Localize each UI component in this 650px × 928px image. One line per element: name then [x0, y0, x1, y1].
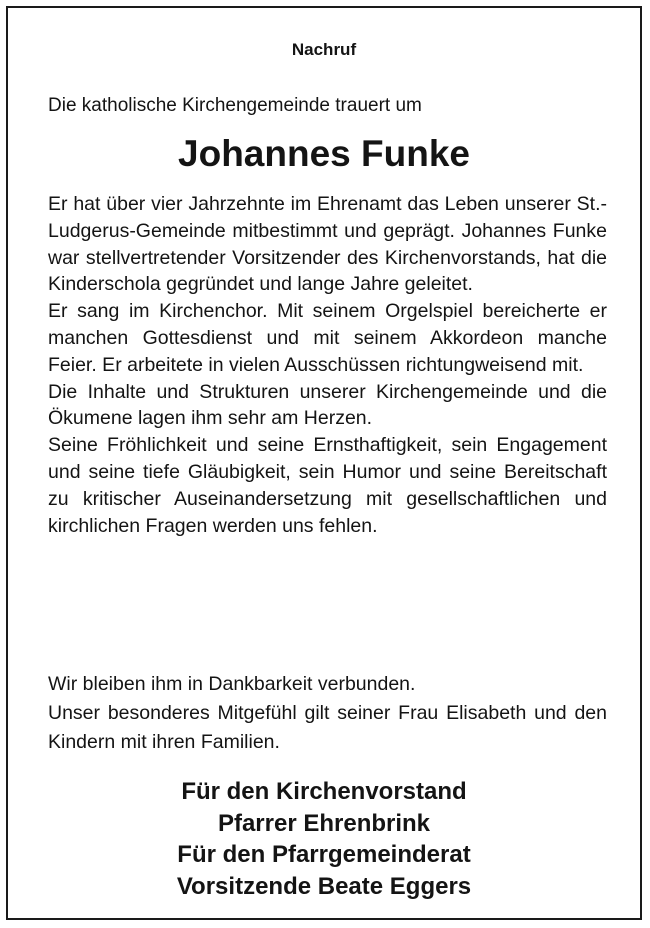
body-paragraph: Er sang im Kirchenchor. Mit seinem Orgelspiel bereicherte er manchen Gottesdienst und mit seinem Akkordeon manche Feier. Er arbeitete in vielen Ausschüssen richtungweisend mit.: [48, 300, 607, 376]
body-paragraph: Er hat über vier Jahrzehnte im Ehrenamt das Leben unserer St.-Ludgerus-Gemeinde mitbestimmt und geprägt. Johannes Funke war stellvertretender Vorsitzender des Kirchenvorstands, hat die Kinderschola gegründet und lange Jahre geleitet.: [48, 193, 607, 296]
obituary-notice: [6, 6, 642, 920]
closing-paragraph: Unser besonderes Mitgefühl gilt seiner Frau Elisabeth und den Kindern mit ihren Familien.: [48, 702, 607, 753]
closing-section: [48, 670, 607, 757]
signature-line: Für den Pfarrgemeinderat: [177, 841, 471, 868]
signature-block: [8, 776, 640, 902]
notice-heading: Nachruf: [291, 40, 357, 59]
body-paragraph: Die Inhalte und Strukturen unserer Kirchengemeinde und die Ökumene lagen ihm sehr am Herzen.: [48, 380, 607, 430]
signature-line: Vorsitzende Beate Eggers: [176, 872, 472, 900]
closing-line: Wir bleiben ihm in Dankbarkeit verbunden.: [48, 673, 416, 695]
intro-line: Die katholische Kirchengemeinde trauert um: [48, 95, 422, 116]
body-paragraph: Seine Fröhlichkeit und seine Ernsthaftigkeit, sein Engagement und seine tiefe Gläubigkeit, sein Humor und seine Bereitschaft zu kritischer Auseinandersetzung mit gesellschaftlichen und kirchlichen Fragen werden uns fehlen.: [48, 434, 607, 537]
deceased-name: Johannes Funke: [178, 133, 470, 174]
signature-line: Für den Kirchenvorstand: [181, 778, 467, 805]
signature-line: Pfarrer Ehrenbrink: [217, 809, 431, 837]
obituary-body: [48, 191, 607, 539]
